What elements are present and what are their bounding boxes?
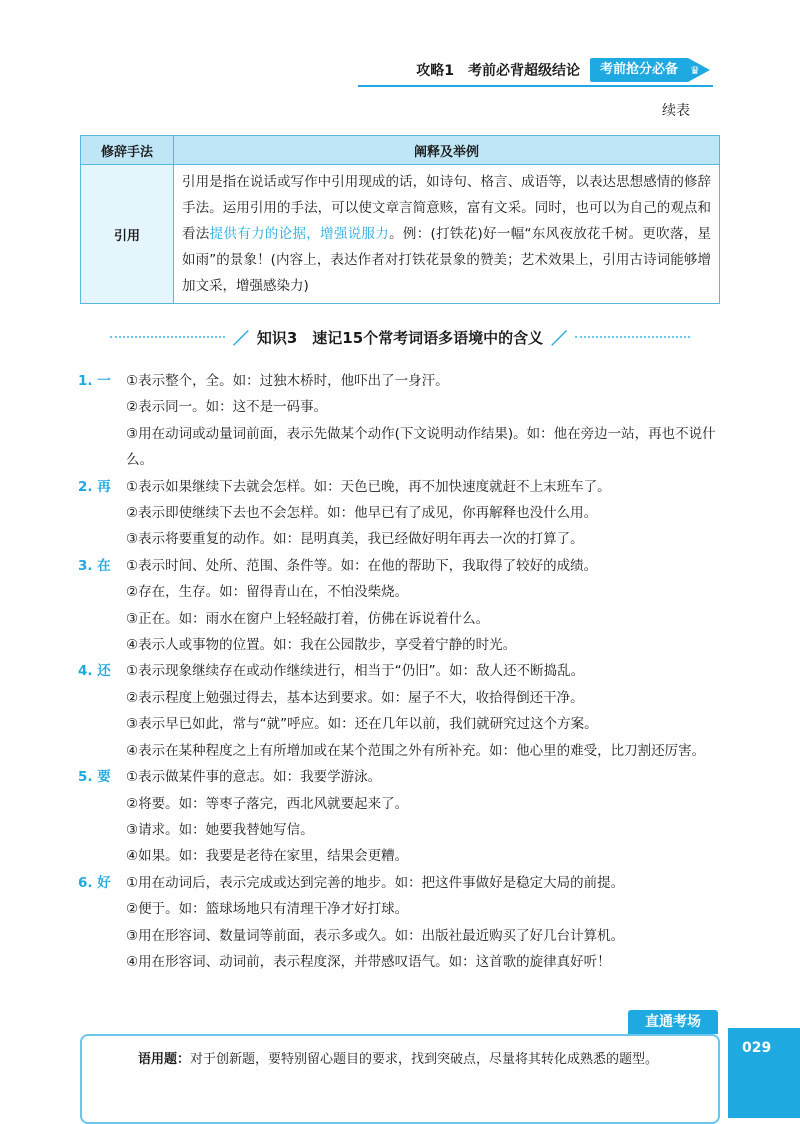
column-header-explanation: 阐释及举例 — [174, 136, 720, 165]
word-entry — [78, 553, 718, 659]
table-header-row — [81, 136, 720, 165]
entry-meanings — [126, 474, 718, 553]
entry-meanings — [126, 870, 718, 976]
meaning-line: ②将要。如：等枣子落完，西北风就要起来了。 — [126, 795, 409, 812]
slash-icon: ／ — [551, 328, 568, 348]
dotted-rule-right — [575, 336, 690, 338]
knowledge-title: 知识3 速记15个常考词语多语境中的含义 — [256, 328, 544, 347]
table-row — [81, 165, 720, 304]
column-header-device: 修辞手法 — [81, 136, 174, 165]
slash-icon: ／ — [232, 328, 249, 348]
meaning-line: ②表示同一。如：这不是一码事。 — [126, 399, 328, 416]
header-tag — [590, 58, 710, 82]
exam-box — [80, 1034, 720, 1124]
meaning-line: ③用在形容词、数量词等前面，表示多或久。如：出版社最近购买了好几台计算机。 — [126, 927, 625, 944]
meaning-line: ④表示人或事物的位置。如：我在公园散步，享受着宁静的时光。 — [126, 637, 517, 654]
meaning-line: ④如果。如：我要是老待在家里，结果会更糟。 — [126, 848, 409, 865]
tag-arrow — [688, 58, 710, 82]
meaning-line: ①用在动词后，表示完成或达到完善的地步。如：把这件事做好是稳定大局的前提。 — [126, 874, 625, 891]
meaning-line: ③请求。如：她要我替她写信。 — [126, 821, 314, 838]
exam-text: 对于创新题，要特别留心题目的要求，找到突破点，尽量将其转化成熟悉的题型。 — [190, 1052, 659, 1067]
rhetoric-term: 引用 — [81, 165, 174, 304]
entry-number: 4. 还 — [78, 663, 111, 680]
exam-label: 直通考场 — [628, 1010, 718, 1034]
knowledge-heading — [110, 324, 690, 350]
word-entries — [78, 368, 718, 975]
section-title: 攻略1 考前必背超级结论 — [416, 63, 580, 79]
entry-meanings — [126, 368, 718, 474]
word-entry — [78, 368, 718, 474]
desc-text-end: 。例：(打铁花)好一幅“东风夜放花千树。更吹落，星如雨”的景象！(内容上，表达作者对打铁花景象的赞美；艺术效果上，引用古诗词能够增加文采，增强感染力) — [182, 226, 712, 294]
meaning-line: ②便于。如：篮球场地只有清理干净才好打球。 — [126, 901, 409, 918]
word-entry — [78, 764, 718, 870]
word-entry — [78, 474, 718, 553]
entry-meanings — [126, 553, 718, 659]
crown-icon: ♛ — [690, 64, 700, 77]
word-entry — [78, 658, 718, 764]
meaning-line: ①表示做某件事的意志。如：我要学游泳。 — [126, 769, 382, 786]
meaning-line: ③正在。如：雨水在窗户上轻轻敲打着，仿佛在诉说着什么。 — [126, 610, 490, 627]
entry-meanings — [126, 764, 718, 870]
header-rule — [358, 85, 713, 87]
dotted-rule-left — [110, 336, 225, 338]
entry-number: 1. 一 — [78, 373, 111, 389]
continued-label: 续表 — [662, 103, 690, 119]
meaning-line: ①表示整个，全。如：过独木桥时，他吓出了一身汗。 — [126, 373, 449, 389]
tag-label: 考前抢分必备 — [590, 58, 688, 82]
rhetoric-table — [80, 135, 720, 304]
meaning-line: ①表示现象继续存在或动作继续进行，相当于“仍旧”。如：敌人还不断捣乱。 — [126, 663, 585, 680]
desc-text: 引用是指在说话或写作中引用现成的话，如诗句、格言、成语等，以表达思想感情的修辞手法。运用引用的手法，可以使文章言简意赅，富有文采。同时，也可以为自己的观点和看法 — [182, 174, 711, 242]
meaning-line: ③表示早已如此，常与“就”呼应。如：还在几年以前，我们就研究过这个方案。 — [126, 716, 598, 733]
meaning-line: ③表示将要重复的动作。如：昆明真美，我已经做好明年再去一次的打算了。 — [126, 531, 584, 548]
meaning-line: ④用在形容词、动词前，表示程度深，并带感叹语气。如：这首歌的旋律真好听！ — [126, 953, 611, 970]
meaning-line: ②表示程度上勉强过得去，基本达到要求。如：屋子不大，收拾得倒还干净。 — [126, 689, 584, 706]
page-tab — [728, 1028, 800, 1118]
meaning-line: ③用在动词或动量词前面，表示先做某个动作(下文说明动作结果)。如：他在旁边一站，再也不说什么。 — [126, 425, 716, 469]
exam-type: 语用题： — [138, 1052, 191, 1067]
meaning-line: ②表示即使继续下去也不会怎样。如：他早已有了成见，你再解释也没什么用。 — [126, 505, 598, 522]
entry-number: 3. 在 — [78, 557, 111, 574]
entry-meanings — [126, 658, 718, 764]
meaning-line: ④表示在某种程度之上有所增加或在某个范围之外有所补充。如：他心里的难受，比刀割还厉害。 — [126, 742, 706, 759]
entry-number: 6. 好 — [78, 874, 111, 891]
page-number: 029 — [742, 1040, 772, 1056]
meaning-line: ①表示如果继续下去就会怎样。如：天色已晚，再不加快速度就赶不上末班车了。 — [126, 478, 611, 495]
desc-highlight: 提供有力的论据，增强说服力 — [209, 226, 390, 242]
rhetoric-description — [174, 165, 720, 304]
word-entry — [78, 870, 718, 976]
running-header — [416, 56, 710, 84]
entry-number: 2. 再 — [78, 478, 111, 495]
entry-number: 5. 要 — [78, 769, 111, 786]
meaning-line: ②存在，生存。如：留得青山在，不怕没柴烧。 — [126, 584, 409, 601]
meaning-line: ①表示时间、处所、范围、条件等。如：在他的帮助下，我取得了较好的成绩。 — [126, 557, 598, 574]
